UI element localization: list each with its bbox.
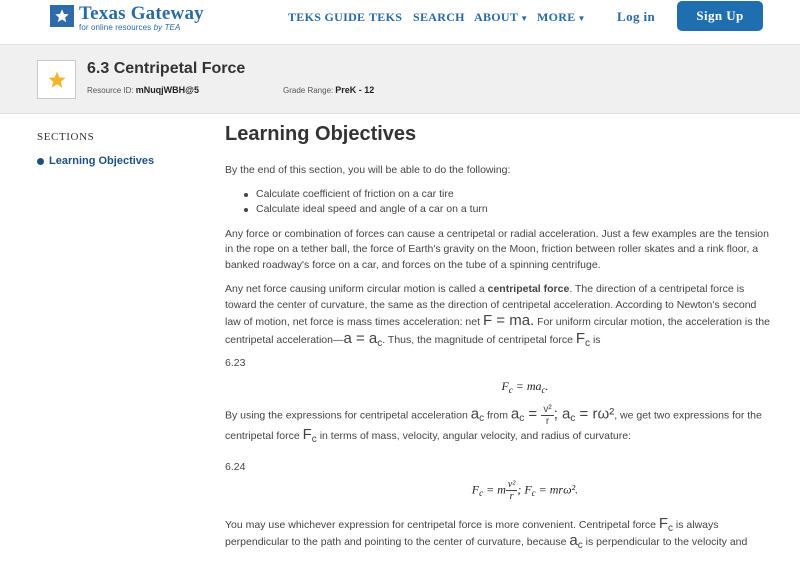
equation-inline: F = ma.	[482, 312, 535, 329]
equals: =	[524, 405, 542, 423]
content-heading: Learning Objectives	[225, 123, 417, 145]
chevron-down-icon: ▼	[577, 14, 586, 23]
subscript: c	[531, 487, 536, 498]
nav-about[interactable]	[474, 10, 528, 25]
nav-about-label: ABOUT	[474, 10, 519, 24]
logo-title: Texas Gateway	[79, 3, 204, 24]
resource-id-label: Resource ID:	[87, 86, 134, 95]
eq-rhs: = ma	[512, 379, 542, 393]
symbol-a: a	[569, 532, 578, 549]
grade-range	[283, 85, 374, 95]
text: For uniform circular motion, the acceleration is the centripetal acceleration—	[225, 316, 770, 346]
symbol-a: a	[510, 405, 520, 423]
fraction-numerator: v²	[543, 404, 552, 415]
subscript: c	[570, 413, 576, 425]
logo-subtitle-by: by TEA	[153, 23, 181, 32]
logo-subtitle-text: for online resources	[79, 23, 152, 32]
subscript: c	[668, 522, 673, 534]
text: is	[590, 333, 601, 346]
subscript: c	[508, 385, 513, 395]
star-icon	[47, 70, 67, 90]
texas-gateway-logo[interactable]	[50, 3, 204, 33]
subscript: c	[377, 337, 383, 349]
login-link[interactable]: Log in	[617, 9, 656, 24]
favorite-button[interactable]	[37, 60, 76, 99]
sections-heading: SECTIONS	[37, 131, 95, 143]
term-centripetal-force: centripetal force	[487, 283, 570, 295]
list-item: Calculate coefficient of friction on a car tire	[225, 187, 770, 203]
text: . Thus, the magnitude of centripetal force	[382, 333, 576, 346]
symbol-F: F	[575, 329, 586, 347]
eq-end: .	[545, 379, 549, 393]
subscript: c	[479, 487, 484, 498]
subscript: c	[479, 413, 485, 425]
section-link-learning-objectives[interactable]	[37, 155, 154, 167]
fraction-denominator: r	[509, 490, 514, 502]
subscript: c	[577, 540, 583, 551]
symbol-a: a	[470, 405, 480, 423]
main-content	[225, 123, 770, 551]
section-link-label: Learning Objectives	[49, 155, 155, 167]
equation-inline: a = a	[343, 329, 378, 347]
text: from	[484, 409, 511, 422]
paragraph-centripetal-force	[225, 282, 770, 348]
nav-search[interactable]: SEARCH	[413, 10, 465, 24]
fraction	[506, 479, 517, 502]
text: in terms of mass, velocity, angular velocity, and radius of curvature:	[316, 430, 631, 442]
top-navigation-bar	[0, 0, 800, 45]
resource-id-value: mNuqjWBH@5	[135, 85, 199, 95]
text: . The direction of a centripetal force is toward the center of curvature, the same as the direction of centripetal acceleration. According to Newton's second law of motion, net force is mass times acceleration: net	[225, 283, 757, 328]
subscript: c	[311, 434, 317, 445]
eq-semi: ; F	[517, 481, 532, 496]
nav-more-label: MORE	[537, 10, 576, 24]
logo-subtitle	[79, 24, 204, 32]
equation-number: 6.24	[225, 460, 246, 473]
text: is perpendicular to the velocity and	[582, 536, 748, 548]
equation-inline: = rω²	[575, 405, 615, 423]
fraction	[541, 404, 553, 427]
equation-6-24	[225, 479, 800, 502]
paragraph-convenient	[225, 516, 770, 551]
equation-6-23	[225, 379, 800, 394]
symbol-F: F	[302, 426, 312, 443]
intro-paragraph: By the end of this section, you will be able to do the following:	[225, 164, 511, 176]
dot-icon	[37, 158, 44, 165]
logo-star-icon	[50, 5, 74, 27]
fraction-denominator: r	[545, 416, 550, 427]
symbol-a: ; a	[553, 405, 571, 423]
nav-more[interactable]	[537, 10, 586, 25]
subscript: c	[519, 413, 525, 425]
grade-range-label: Grade Range:	[283, 86, 334, 95]
fraction-numerator: v²	[507, 478, 516, 490]
nav-teks-guide[interactable]: TEKS GUIDE	[288, 10, 366, 24]
chevron-down-icon: ▼	[520, 14, 529, 23]
symbol-F: F	[658, 514, 668, 532]
text: Any net force causing uniform circular motion is called a	[225, 283, 488, 295]
subscript: c	[541, 385, 546, 395]
list-item: Calculate ideal speed and angle of a car on a turn	[225, 202, 770, 218]
eq-lhs: F	[471, 481, 480, 496]
paragraph-expressions	[225, 404, 770, 445]
eq-lhs: F	[501, 379, 509, 393]
text: By using the expressions for centripetal acceleration	[225, 409, 471, 422]
text: is always perpendicular to the path and pointing to the center of curvature, because	[225, 518, 719, 548]
eq-mid: = m	[483, 481, 506, 496]
resource-id	[87, 85, 199, 95]
objectives-list	[225, 187, 770, 218]
subscript: c	[585, 337, 591, 349]
eq-end: = mrω².	[535, 481, 579, 496]
text: You may use whichever expression for centripetal force is more convenient. Centripetal force	[225, 518, 659, 531]
equation-number: 6.23	[225, 357, 246, 369]
paragraph-forces: Any force or combination of forces can cause a centripetal or radial acceleration. Just a few examples are the tension in the rope on a tether ball, the force of Earth's gravity on the Moon, friction between roller skates and a rink floor, a banked roadway's force on a car, and forces on the tube of a spinning centrifuge.	[225, 227, 769, 271]
resource-header	[0, 45, 800, 114]
signup-button[interactable]: Sign Up	[677, 1, 763, 31]
resource-title: 6.3 Centripetal Force	[87, 60, 246, 77]
nav-teks[interactable]: TEKS	[369, 10, 403, 24]
text: , we get two expressions for the centripetal force	[225, 409, 762, 442]
grade-range-value: PreK - 12	[335, 85, 375, 95]
